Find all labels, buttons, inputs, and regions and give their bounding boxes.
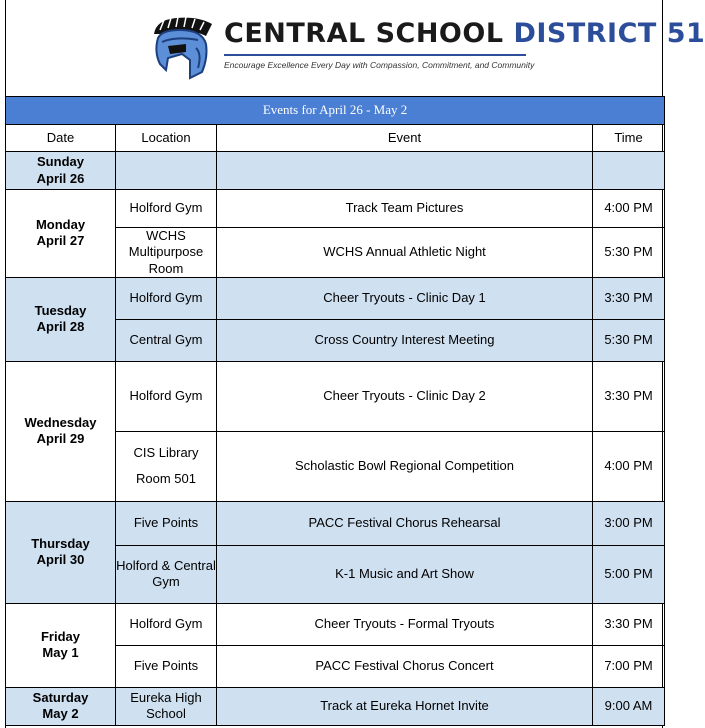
day-name: Thursday (31, 536, 90, 551)
table-row (6, 687, 665, 725)
location-cell (116, 152, 217, 190)
day-name: Tuesday (34, 303, 87, 318)
event-cell: Cheer Tryouts - Clinic Day 2 (217, 361, 593, 431)
day-cell (6, 603, 116, 687)
location-cell: CIS Library Room 501 (116, 431, 217, 501)
event-cell: Track Team Pictures (217, 190, 593, 228)
day-name: Sunday (37, 154, 84, 170)
event-cell: Cross Country Interest Meeting (217, 319, 593, 361)
location-cell: Eureka High School (116, 687, 217, 725)
day-cell (6, 190, 116, 278)
day-date: April 26 (36, 170, 85, 186)
column-header-row (6, 125, 665, 152)
table-row (6, 152, 665, 190)
time-cell: 7:00 PM (593, 645, 665, 687)
location-cell: Holford Gym (116, 361, 217, 431)
time-cell (593, 152, 665, 190)
day-name: Monday (35, 217, 86, 233)
day-date: April 29 (36, 431, 85, 447)
district-name (224, 18, 705, 49)
event-cell: Scholastic Bowl Regional Competition (217, 431, 593, 501)
table-title-row (6, 97, 665, 125)
location-cell: Central Gym (116, 319, 217, 361)
location-cell: WCHS Multipurpose Room (116, 228, 217, 278)
time-cell: 3:30 PM (593, 603, 665, 645)
district-motto: Encourage Excellence Every Day with Compassion, Commitment, and Community (224, 60, 535, 70)
time-cell: 4:00 PM (593, 431, 665, 501)
event-cell: WCHS Annual Athletic Night (217, 228, 593, 278)
time-cell: 4:00 PM (593, 190, 665, 228)
district-name-part2: DISTRICT 51 (513, 18, 705, 49)
event-cell: Cheer Tryouts - Formal Tryouts (217, 603, 593, 645)
column-header-date: Date (6, 125, 116, 152)
time-cell: 5:30 PM (593, 319, 665, 361)
district-name-part1: CENTRAL SCHOOL (224, 18, 514, 49)
day-date: April 30 (36, 552, 85, 568)
location-cell: Five Points (116, 501, 217, 545)
location-cell: Holford Gym (116, 603, 217, 645)
time-cell: 5:00 PM (593, 545, 665, 603)
day-name: Saturday (32, 690, 89, 705)
day-cell (6, 361, 116, 501)
location-cell: Holford & Central Gym (116, 545, 217, 603)
location-cell: Five Points (116, 645, 217, 687)
table-row (6, 603, 665, 645)
location-cell: Holford Gym (116, 277, 217, 319)
time-cell: 5:30 PM (593, 228, 665, 278)
table-row (6, 277, 665, 319)
day-cell (6, 687, 116, 725)
district-header (0, 0, 705, 96)
table-title: Events for April 26 - May 2 (6, 97, 665, 125)
event-cell: PACC Festival Chorus Concert (217, 645, 593, 687)
time-cell: 9:00 AM (593, 687, 665, 725)
column-header-event: Event (217, 125, 593, 152)
event-cell: Track at Eureka Hornet Invite (217, 687, 593, 725)
time-cell: 3:30 PM (593, 361, 665, 431)
column-header-time: Time (593, 125, 665, 152)
day-cell (6, 277, 116, 361)
event-cell (217, 152, 593, 190)
day-name: Friday (40, 629, 80, 644)
brand-underline (224, 54, 526, 56)
day-cell (6, 152, 116, 190)
spartan-helmet-icon (146, 14, 216, 80)
day-date: April 28 (36, 319, 85, 335)
time-cell: 3:30 PM (593, 277, 665, 319)
event-cell: PACC Festival Chorus Rehearsal (217, 501, 593, 545)
day-date: April 27 (36, 233, 85, 249)
event-cell: K-1 Music and Art Show (217, 545, 593, 603)
day-date: May 1 (42, 645, 79, 661)
table-row (6, 501, 665, 545)
day-date: May 2 (42, 706, 79, 722)
events-table (5, 96, 665, 726)
day-name: Wednesday (24, 415, 97, 430)
table-row (6, 361, 665, 431)
event-cell: Cheer Tryouts - Clinic Day 1 (217, 277, 593, 319)
column-header-location: Location (116, 125, 217, 152)
day-cell (6, 501, 116, 603)
location-cell: Holford Gym (116, 190, 217, 228)
time-cell: 3:00 PM (593, 501, 665, 545)
table-row (6, 190, 665, 228)
